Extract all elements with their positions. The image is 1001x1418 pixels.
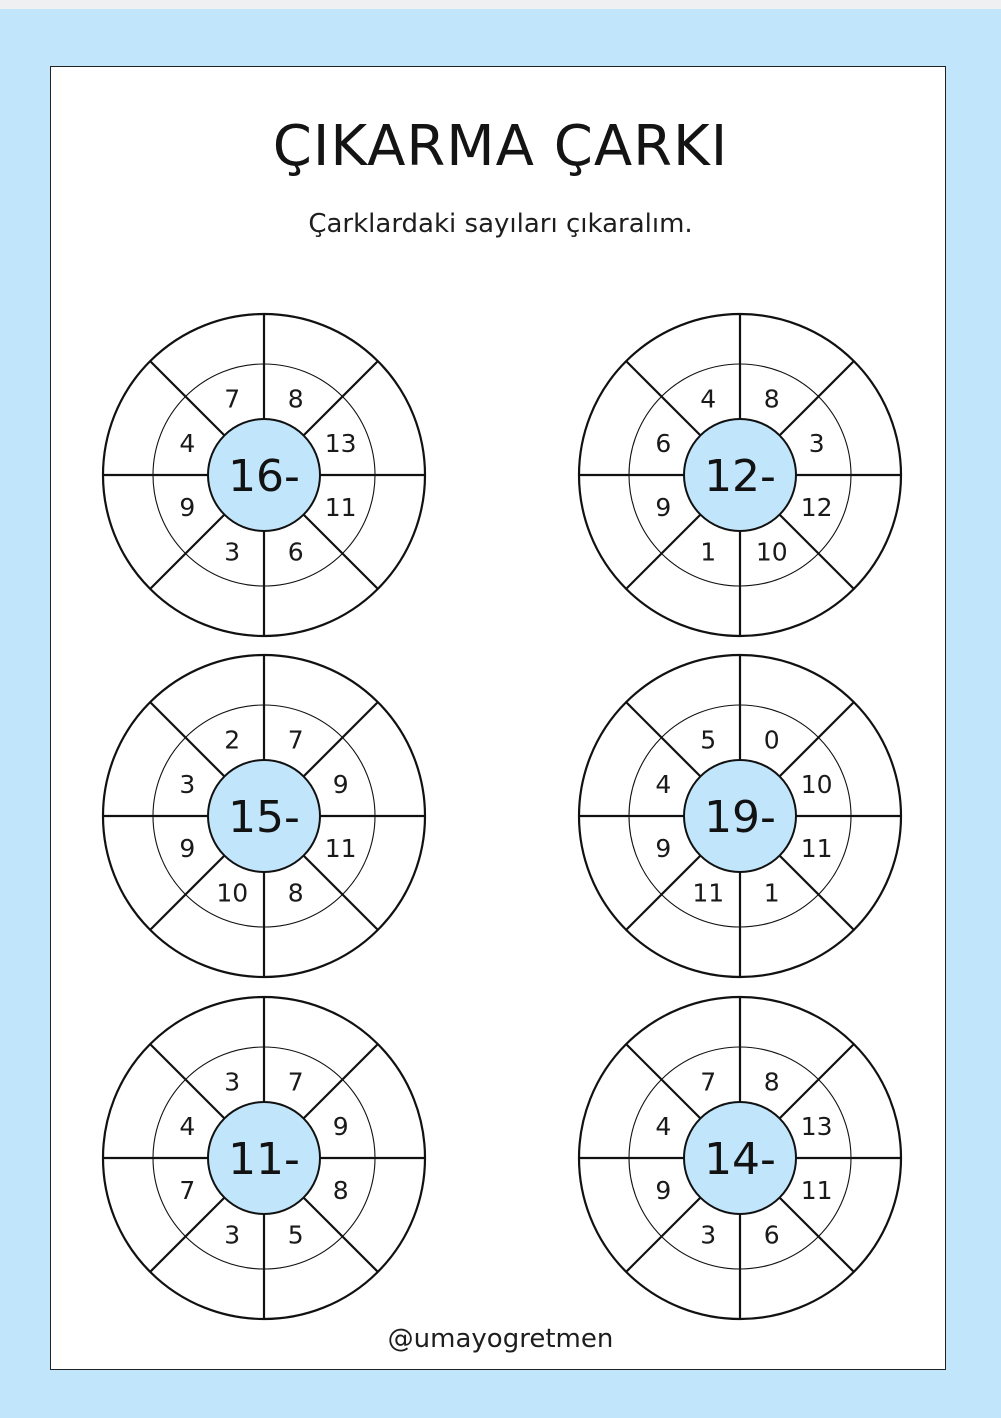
wheel-number: 11	[692, 878, 725, 908]
wheel-number: 7	[224, 384, 241, 414]
wheel-number: 9	[655, 1175, 672, 1205]
wheel-number: 13	[800, 1112, 833, 1142]
wheel-number: 4	[179, 1112, 196, 1142]
author-handle: @umayogretmen	[387, 1324, 614, 1354]
wheel-number: 2	[224, 725, 241, 755]
wheel-number: 8	[763, 384, 780, 414]
subtraction-wheel	[579, 655, 901, 977]
wheel-number: 9	[655, 492, 672, 522]
wheel-number: 5	[287, 1220, 304, 1250]
wheel-number: 3	[808, 429, 825, 459]
wheel-number: 4	[179, 429, 196, 459]
wheel-number: 6	[655, 429, 672, 459]
wheel-center-number: 16-	[228, 451, 300, 502]
wheel-center-number: 12-	[704, 451, 776, 502]
wheel-center-number: 15-	[228, 792, 300, 843]
wheel-number: 8	[763, 1067, 780, 1097]
wheel-number: 0	[763, 725, 780, 755]
wheel-number: 5	[700, 725, 717, 755]
wheel-number: 9	[655, 833, 672, 863]
subtraction-wheel	[103, 655, 425, 977]
wheel-number: 7	[179, 1175, 196, 1205]
wheel-number: 10	[755, 537, 788, 567]
wheel-number: 3	[179, 770, 196, 800]
subtraction-wheel	[579, 997, 901, 1319]
wheel-number: 9	[332, 1112, 349, 1142]
wheel-number: 10	[800, 770, 833, 800]
subtraction-wheel	[103, 997, 425, 1319]
wheel-number: 7	[287, 725, 304, 755]
wheel-number: 7	[700, 1067, 717, 1097]
page-subtitle: Çarklardaki sayıları çıkaralım.	[308, 209, 693, 239]
wheel-number: 4	[655, 770, 672, 800]
wheel-number: 3	[224, 537, 241, 567]
wheel-number: 11	[800, 833, 833, 863]
wheel-number: 13	[324, 429, 357, 459]
wheel-number: 6	[763, 1220, 780, 1250]
subtraction-wheel	[579, 314, 901, 636]
wheel-number: 3	[700, 1220, 717, 1250]
wheel-number: 9	[332, 770, 349, 800]
wheel-number: 9	[179, 492, 196, 522]
wheel-number: 8	[332, 1175, 349, 1205]
wheel-center-number: 14-	[704, 1134, 776, 1185]
wheel-number: 1	[763, 878, 780, 908]
wheel-number: 8	[287, 384, 304, 414]
wheel-number: 8	[287, 878, 304, 908]
wheel-number: 4	[655, 1112, 672, 1142]
wheel-number: 11	[324, 492, 357, 522]
wheel-center-number: 11-	[228, 1134, 300, 1185]
wheel-number: 12	[800, 492, 833, 522]
wheel-number: 11	[800, 1175, 833, 1205]
wheel-center-number: 19-	[704, 792, 776, 843]
wheel-number: 3	[224, 1220, 241, 1250]
page-title: ÇIKARMA ÇARKI	[272, 114, 729, 179]
subtraction-wheel	[103, 314, 425, 636]
wheel-number: 11	[324, 833, 357, 863]
wheel-number: 4	[700, 384, 717, 414]
wheel-number: 3	[224, 1067, 241, 1097]
wheel-number: 6	[287, 537, 304, 567]
wheel-number: 9	[179, 833, 196, 863]
wheel-number: 1	[700, 537, 717, 567]
wheel-number: 7	[287, 1067, 304, 1097]
wheel-number: 10	[216, 878, 249, 908]
